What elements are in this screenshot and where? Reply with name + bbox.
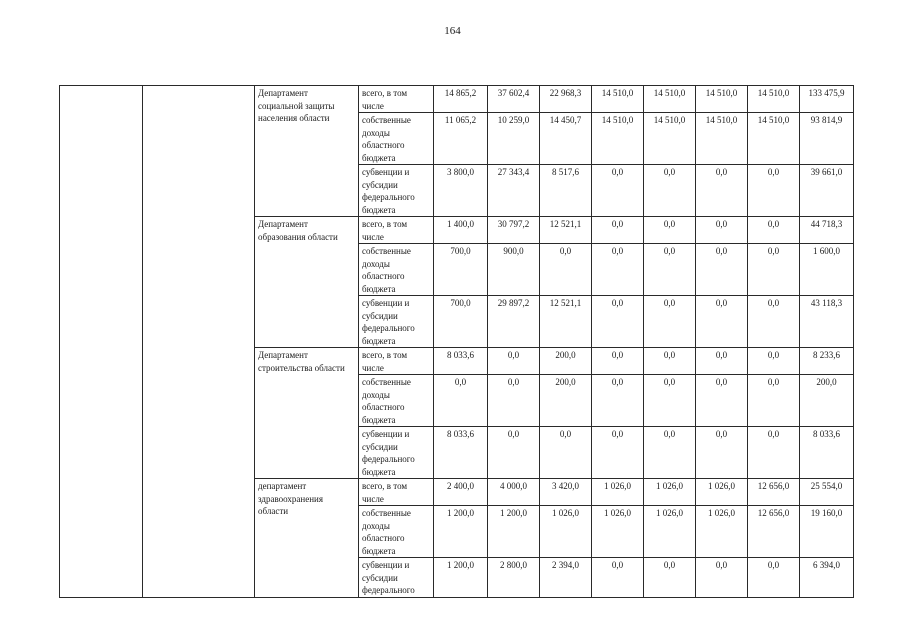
amount-cell: 200,0 — [540, 375, 592, 427]
amount-cell: 133 475,9 — [800, 86, 854, 113]
funding-source: собственные доходы областного бюджета — [359, 113, 434, 165]
amount-cell: 1 026,0 — [592, 506, 644, 558]
amount-cell: 0,0 — [644, 244, 696, 296]
funding-source: собственные доходы областного бюджета — [359, 244, 434, 296]
funding-source: всего, в том числе — [359, 86, 434, 113]
funding-source: всего, в том числе — [359, 217, 434, 244]
amount-cell: 1 026,0 — [696, 479, 748, 506]
amount-cell: 0,0 — [592, 244, 644, 296]
amount-cell: 1 026,0 — [592, 479, 644, 506]
amount-cell: 0,0 — [488, 375, 540, 427]
amount-cell: 1 026,0 — [644, 479, 696, 506]
amount-cell: 8 233,6 — [800, 348, 854, 375]
amount-cell: 39 661,0 — [800, 165, 854, 217]
amount-cell: 0,0 — [748, 165, 800, 217]
funding-source: субвенции и субсидии федерального бюджета — [359, 165, 434, 217]
amount-cell: 0,0 — [748, 558, 800, 598]
amount-cell: 14 510,0 — [696, 86, 748, 113]
amount-cell: 12 656,0 — [748, 479, 800, 506]
amount-cell: 1 026,0 — [696, 506, 748, 558]
amount-cell: 8 033,6 — [800, 427, 854, 479]
amount-cell: 0,0 — [540, 244, 592, 296]
amount-cell: 43 118,3 — [800, 296, 854, 348]
amount-cell: 0,0 — [748, 375, 800, 427]
amount-cell: 19 160,0 — [800, 506, 854, 558]
amount-cell: 0,0 — [592, 558, 644, 598]
funding-source: собственные доходы областного бюджета — [359, 375, 434, 427]
amount-cell: 2 800,0 — [488, 558, 540, 598]
amount-cell: 1 200,0 — [434, 506, 488, 558]
funding-source: субвенции и субсидии федерального — [359, 558, 434, 598]
amount-cell: 14 510,0 — [644, 113, 696, 165]
amount-cell: 2 394,0 — [540, 558, 592, 598]
amount-cell: 0,0 — [592, 165, 644, 217]
amount-cell: 14 510,0 — [592, 86, 644, 113]
amount-cell: 8 033,6 — [434, 427, 488, 479]
amount-cell: 0,0 — [748, 427, 800, 479]
amount-cell: 6 394,0 — [800, 558, 854, 598]
department-name: Департамент строительства области — [255, 348, 359, 479]
amount-cell: 0,0 — [644, 427, 696, 479]
table-body — [60, 86, 854, 598]
amount-cell: 700,0 — [434, 296, 488, 348]
amount-cell: 0,0 — [644, 296, 696, 348]
amount-cell: 14 510,0 — [748, 86, 800, 113]
funding-source: всего, в том числе — [359, 348, 434, 375]
funding-source: субвенции и субсидии федерального бюджета — [359, 427, 434, 479]
amount-cell: 0,0 — [644, 217, 696, 244]
amount-cell: 12 521,1 — [540, 296, 592, 348]
amount-cell: 0,0 — [748, 296, 800, 348]
amount-cell: 12 521,1 — [540, 217, 592, 244]
amount-cell: 0,0 — [696, 244, 748, 296]
amount-cell: 0,0 — [696, 348, 748, 375]
amount-cell: 0,0 — [696, 217, 748, 244]
amount-cell: 37 602,4 — [488, 86, 540, 113]
amount-cell: 1 200,0 — [434, 558, 488, 598]
amount-cell: 30 797,2 — [488, 217, 540, 244]
amount-cell: 1 200,0 — [488, 506, 540, 558]
amount-cell: 0,0 — [644, 375, 696, 427]
amount-cell: 22 968,3 — [540, 86, 592, 113]
amount-cell: 3 800,0 — [434, 165, 488, 217]
amount-cell: 0,0 — [748, 217, 800, 244]
amount-cell: 1 026,0 — [644, 506, 696, 558]
amount-cell: 1 026,0 — [540, 506, 592, 558]
funding-source: субвенции и субсидии федерального бюджета — [359, 296, 434, 348]
amount-cell: 14 510,0 — [644, 86, 696, 113]
funding-source: всего, в том числе — [359, 479, 434, 506]
blank-column-2 — [143, 86, 255, 598]
blank-column-1 — [60, 86, 143, 598]
amount-cell: 0,0 — [540, 427, 592, 479]
amount-cell: 14 865,2 — [434, 86, 488, 113]
amount-cell: 0,0 — [696, 296, 748, 348]
amount-cell: 14 510,0 — [748, 113, 800, 165]
amount-cell: 10 259,0 — [488, 113, 540, 165]
amount-cell: 700,0 — [434, 244, 488, 296]
funding-source: собственные доходы областного бюджета — [359, 506, 434, 558]
amount-cell: 0,0 — [644, 558, 696, 598]
amount-cell: 0,0 — [592, 348, 644, 375]
amount-cell: 0,0 — [592, 375, 644, 427]
amount-cell: 8 517,6 — [540, 165, 592, 217]
amount-cell: 0,0 — [696, 375, 748, 427]
amount-cell: 0,0 — [644, 348, 696, 375]
amount-cell: 0,0 — [748, 348, 800, 375]
amount-cell: 900,0 — [488, 244, 540, 296]
amount-cell: 11 065,2 — [434, 113, 488, 165]
amount-cell: 200,0 — [800, 375, 854, 427]
amount-cell: 14 510,0 — [696, 113, 748, 165]
amount-cell: 0,0 — [592, 217, 644, 244]
amount-cell: 12 656,0 — [748, 506, 800, 558]
amount-cell: 0,0 — [748, 244, 800, 296]
amount-cell: 1 400,0 — [434, 217, 488, 244]
amount-cell: 29 897,2 — [488, 296, 540, 348]
amount-cell: 0,0 — [696, 558, 748, 598]
department-name: департамент здравоохранения области — [255, 479, 359, 598]
amount-cell: 0,0 — [488, 348, 540, 375]
amount-cell: 2 400,0 — [434, 479, 488, 506]
amount-cell: 93 814,9 — [800, 113, 854, 165]
amount-cell: 0,0 — [696, 165, 748, 217]
budget-table — [59, 85, 854, 598]
department-name: Департамент социальной защиты населения области — [255, 86, 359, 217]
amount-cell: 0,0 — [488, 427, 540, 479]
amount-cell: 3 420,0 — [540, 479, 592, 506]
department-name: Департамент образования области — [255, 217, 359, 348]
amount-cell: 0,0 — [592, 296, 644, 348]
amount-cell: 0,0 — [644, 165, 696, 217]
page-number: 164 — [444, 25, 461, 37]
amount-cell: 4 000,0 — [488, 479, 540, 506]
amount-cell: 44 718,3 — [800, 217, 854, 244]
amount-cell: 8 033,6 — [434, 348, 488, 375]
amount-cell: 200,0 — [540, 348, 592, 375]
amount-cell: 14 450,7 — [540, 113, 592, 165]
amount-cell: 0,0 — [592, 427, 644, 479]
amount-cell: 25 554,0 — [800, 479, 854, 506]
amount-cell: 1 600,0 — [800, 244, 854, 296]
amount-cell: 27 343,4 — [488, 165, 540, 217]
amount-cell: 0,0 — [696, 427, 748, 479]
amount-cell: 0,0 — [434, 375, 488, 427]
table-row — [60, 86, 854, 113]
amount-cell: 14 510,0 — [592, 113, 644, 165]
